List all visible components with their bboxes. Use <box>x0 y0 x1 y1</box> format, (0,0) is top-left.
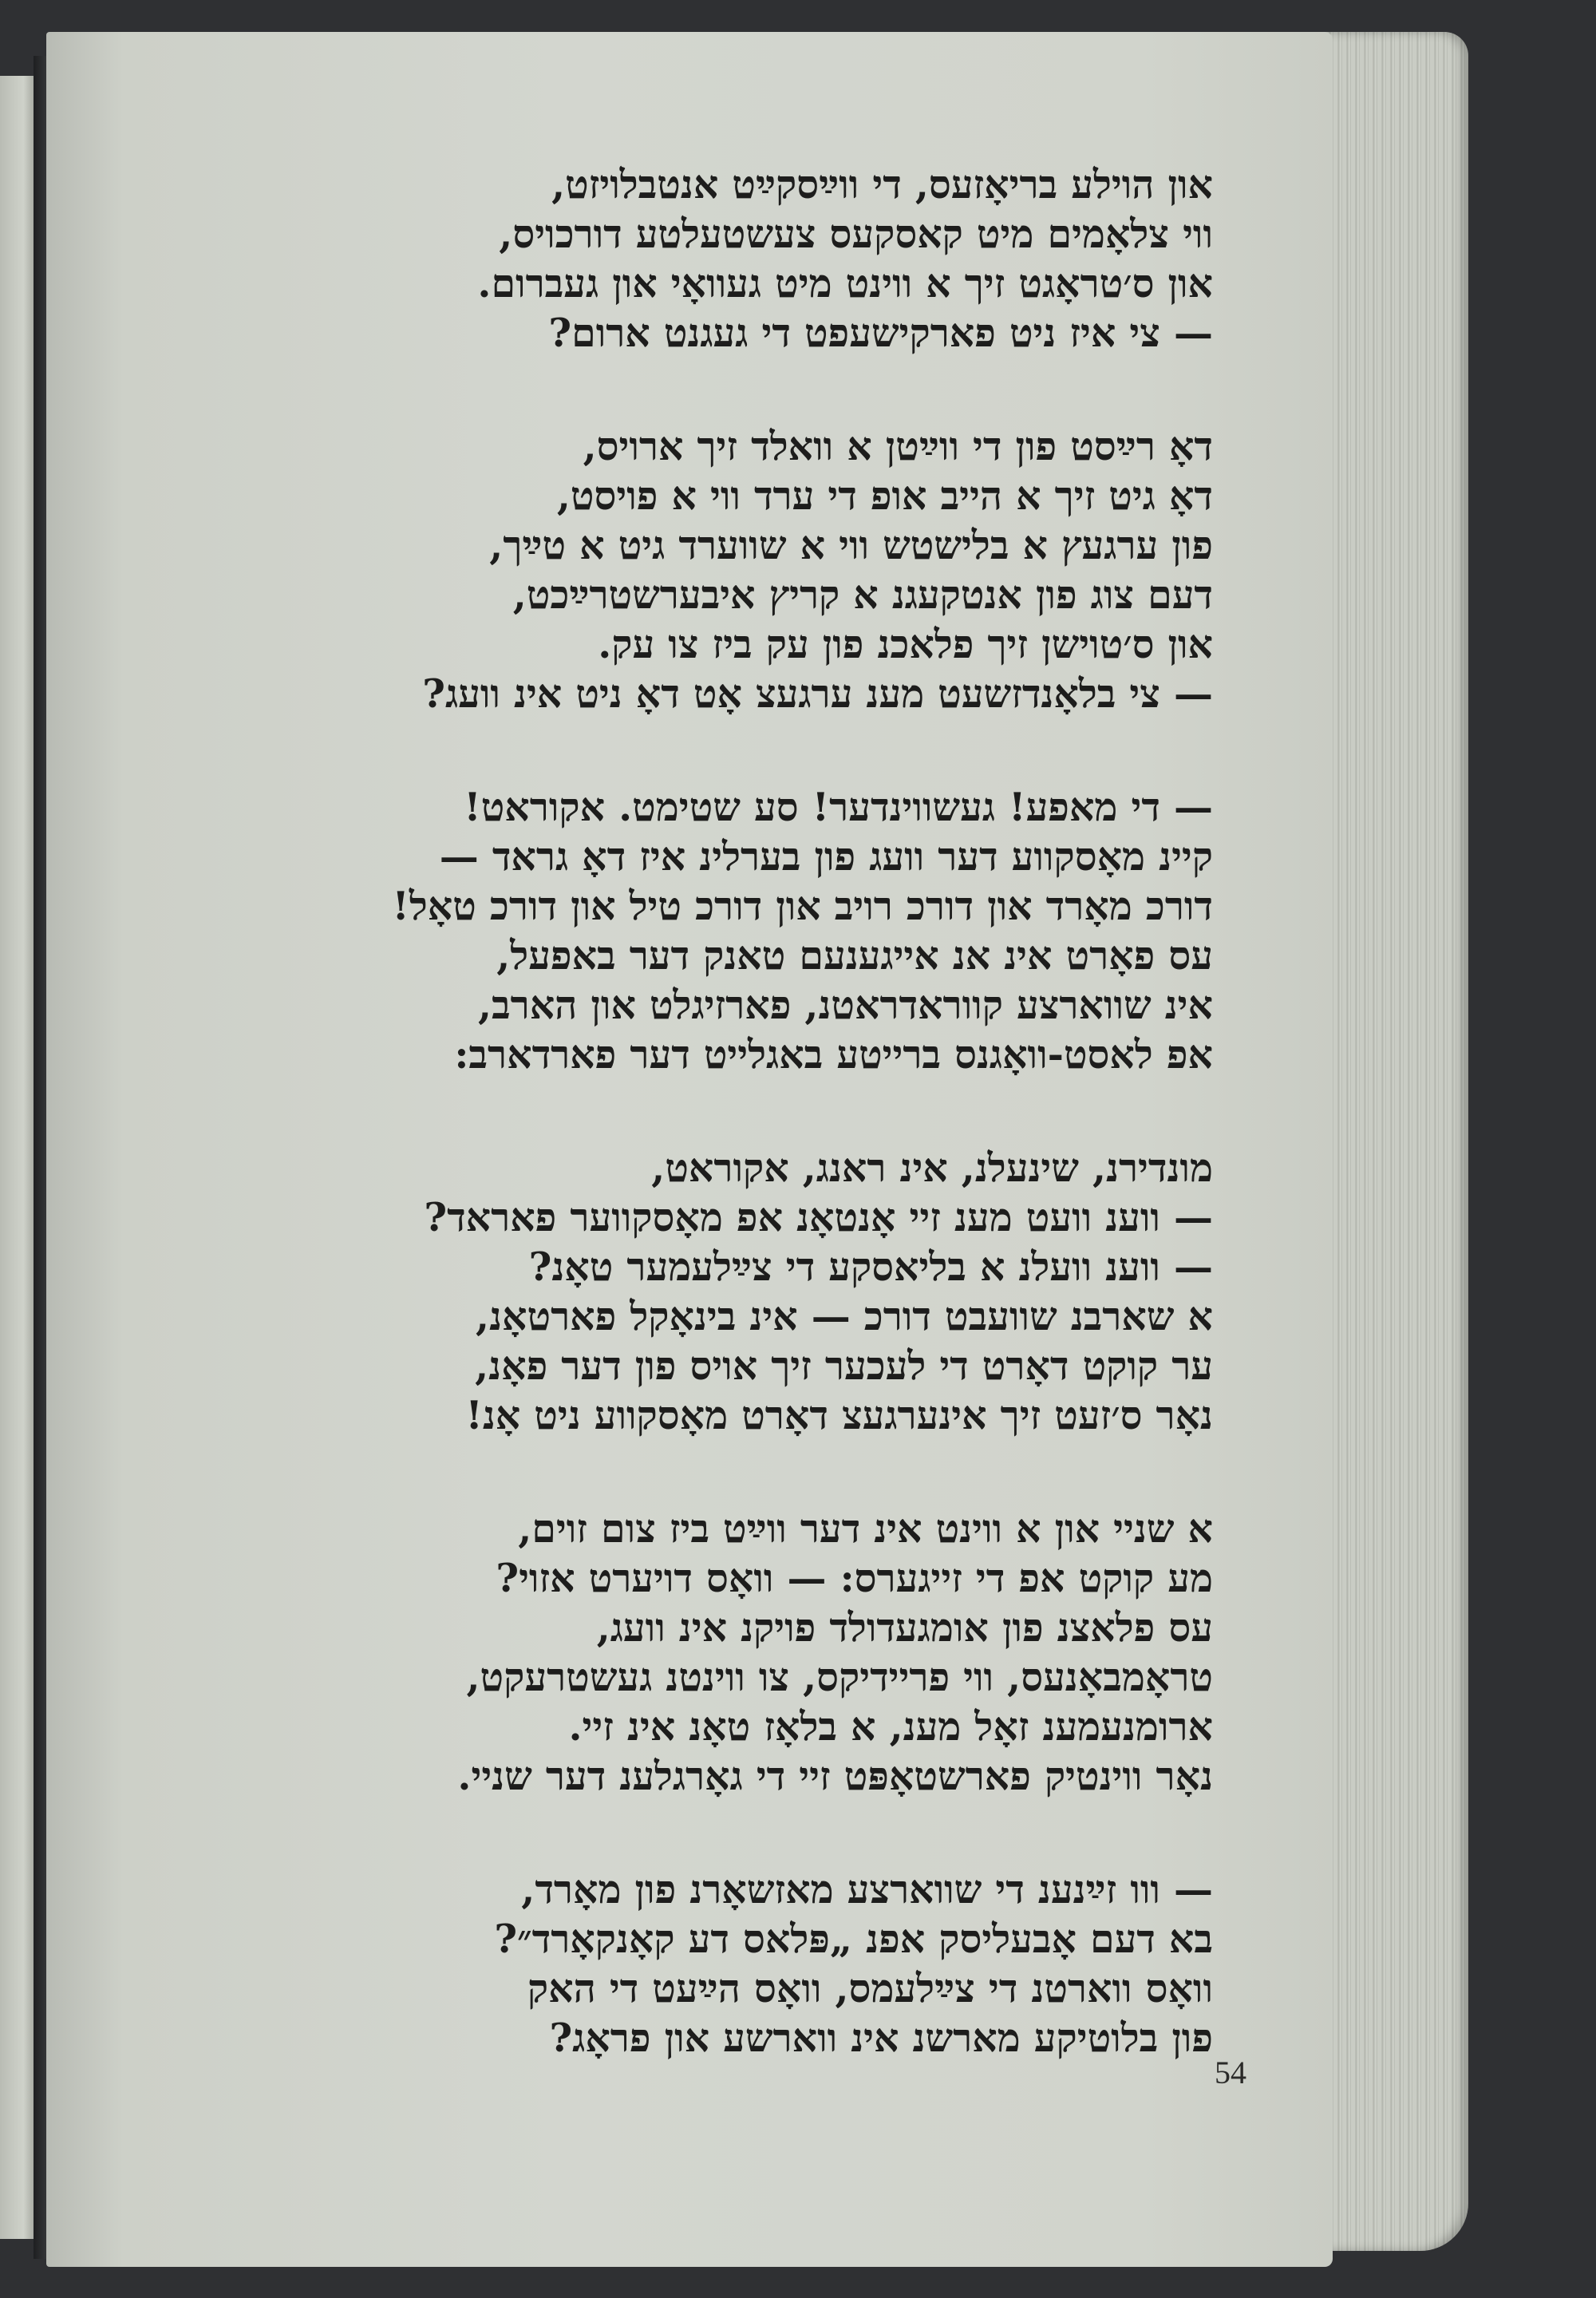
verse-line: נאָר ווינטיק פארשטאָפּט זיי די גאָרגלענ דער שניי. <box>457 1753 1213 1799</box>
verse-line: עס פלאצנ פון אומגעדולד פויקנ אינ וועג, <box>596 1604 1213 1651</box>
verse-line: דורכ מאָרד און דורכ רויב און דורכ טיל און דורכ טאָל! <box>392 883 1213 929</box>
verse-line: קיינ מאָסקווע דער וועג פון בערלינ איז דאָ גראד — <box>439 833 1213 880</box>
verse-line: פון בלוטיקע מארשנ אינ ווארשע און פראָג? <box>549 2015 1213 2061</box>
verse-line: נאָר ס׳זעט זיך אינערגעצ דאָרט מאָסקווע ניט אָנ! <box>465 1392 1213 1438</box>
verse-line: מונדירנ, שינעלנ, אינ ראנג, אקוראט, <box>651 1145 1213 1191</box>
verse-line: אפ לאסט-וואָגנס ברייטע באגלייט דער פארדארב: <box>454 1031 1213 1078</box>
verse-line: ער קוקט דאָרט די לעכער זיך אויס פון דער פאָנ, <box>475 1343 1213 1389</box>
previous-page-edge <box>0 76 34 2239</box>
stanza <box>96 782 1213 1079</box>
verse-line: מע קוקט אפ די זייגערס: — וואָס דויערט אזוי? <box>496 1555 1213 1601</box>
verse-line: בא דעם אָבעליסק אפנ „פּלאס דע קאָנקאָרד״? <box>494 1916 1213 1962</box>
verse-line: און ס׳טוישן זיך פלאכנ פון עק ביז צו עק. <box>598 621 1213 667</box>
page-edges <box>1325 32 1468 2251</box>
verse-line: און הוילע בריאָזעס, די ווײַסקײַט אנטבלויזט, <box>551 161 1213 208</box>
verse-line: — צי בלאָנדזשעט מענ ערגעצ אָט דאָ ניט אינ וועג? <box>422 670 1213 717</box>
verse-line: — צי איז ניט פארקישעפט די געגנט ארום? <box>548 310 1213 356</box>
verse-line: — ווענ וועלנ א בליאסקע די צײַלעמער טאָנ? <box>528 1244 1213 1290</box>
stanza <box>96 421 1213 718</box>
verse-line: וואָס ווארטנ די צײַלעמס, וואָס הײַעט די האק <box>527 1965 1213 2011</box>
verse-line: — די מאפע! געשווינדער! סע שטימט. אקוראט! <box>464 784 1213 830</box>
verse-line: טראָמבאָנעס, ווי פריידיקס, צו ווינטנ געשטרעקט, <box>466 1654 1213 1700</box>
verse-line: און ס׳טראָגט זיך א ווינט מיט געוואָי און געברום. <box>477 260 1213 307</box>
verse-line: ווי צלאָמים מיט קאסקעס צעשטעלטע דורכויס, <box>499 211 1213 257</box>
verse-line: עס פאָרט אינ אנ אייגענעם טאנק דער באפעל, <box>496 932 1213 979</box>
verse-line: אינ שווארצע קווראדראטנ, פארזיגלט און הארב, <box>477 982 1213 1028</box>
stanza <box>96 1143 1213 1440</box>
stanza <box>96 1865 1213 2063</box>
verse-line: ארומנעמענ זאָל מענ, א בלאָז טאָנ אינ זיי. <box>568 1703 1213 1750</box>
verse-line: — ווו זײַנענ די שווארצע מאזשאָרנ פון מאָרד, <box>521 1866 1213 1912</box>
stanza <box>96 160 1213 358</box>
verse-line: דעם צוג פון אנטקעגנ א קריץ איבערשטרײַכט, <box>512 572 1213 618</box>
poem-text <box>96 160 1213 2126</box>
verse-line: דאָ גיט זיך א הייב אופ די ערד ווי א פויסט, <box>556 473 1213 519</box>
verse-line: א שניי און א ווינט אינ דער ווײַט ביז צום זוים, <box>518 1505 1213 1552</box>
verse-line: — ווענ וועט מענ זיי אָנטאָנ אפ מאָסקווער פאראד? <box>424 1194 1213 1240</box>
page-number: 54 <box>1215 2055 1246 2090</box>
verse-line: דאָ רײַסט פון די ווײַטן א וואלד זיך ארויס, <box>583 423 1213 469</box>
verse-line: פון ערגעץ א בלישטש ווי א שווערד גיט א טײַך, <box>489 522 1213 568</box>
stanza <box>96 1504 1213 1801</box>
verse-line: א שארבנ שוועבט דורכ — אינ בינאָקל פארטאָנ, <box>476 1293 1213 1339</box>
